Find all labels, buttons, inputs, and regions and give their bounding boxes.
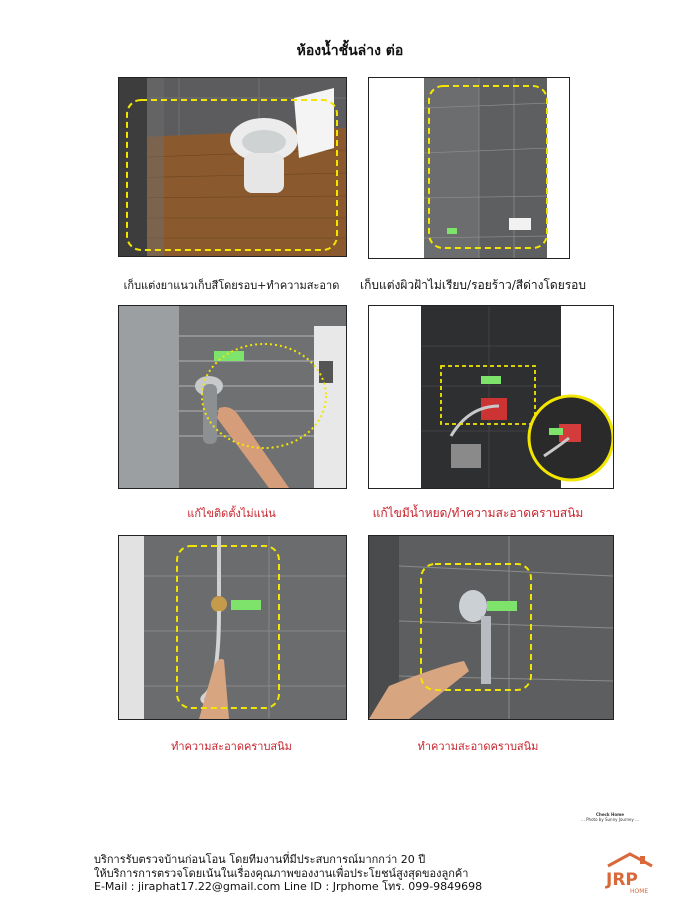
photo-toilet-floor (118, 77, 347, 257)
footer-line-1: บริการรับตรวจบ้านก่อนโอน โดยทีมงานที่มีประสบการณ์มากกว่า 20 ปี (94, 853, 426, 866)
credit-line-2: ... Photo by Sunny Journey ... (581, 817, 639, 822)
footer-line-2: ให้บริการการตรวจโดยเน้นในเรื่องคุณภาพของงานเพื่อประโยชน์สูงสุดของลูกค้า (94, 866, 469, 880)
jrp-home-logo (600, 852, 662, 894)
logo-mark: JRP (606, 870, 638, 890)
footer-contact (94, 853, 482, 894)
caption-photo-6: ทำความสะอาดคราบสนิม (417, 740, 539, 753)
photo-drain-valve (368, 305, 614, 489)
caption-photo-1: เก็บแต่งยาแนวเก็บสีโดยรอบ+ทำความสะอาด (123, 279, 340, 292)
caption-photo-5: ทำความสะอาดคราบสนิม (171, 740, 292, 753)
logo-sub: HOME (630, 888, 649, 894)
photo-hose-hook (118, 305, 347, 489)
credit-line-1: Check Home (596, 812, 624, 817)
caption-photo-4: แก้ไขมีน้ำหยด/ทำความสะอาดคราบสนิม (372, 506, 584, 520)
caption-photo-2: เก็บแต่งผิวฝ้าไม่เรียบ/รอยร้าว/สีด่างโดยรอบ (360, 278, 586, 292)
footer-line-3: E-Mail : jiraphat17.22@gmail.com Line ID : Jrphome โทร. 099-9849698 (94, 880, 483, 893)
photo-wall-corner (368, 77, 570, 259)
photo-credit (560, 812, 660, 822)
page-title: ห้องน้ำชั้นล่าง ต่อ (296, 43, 404, 59)
photo-shower-head (368, 535, 614, 720)
caption-photo-3: แก้ไขติดตั้งไม่แน่น (187, 507, 276, 520)
photo-shower-hose (118, 535, 347, 720)
